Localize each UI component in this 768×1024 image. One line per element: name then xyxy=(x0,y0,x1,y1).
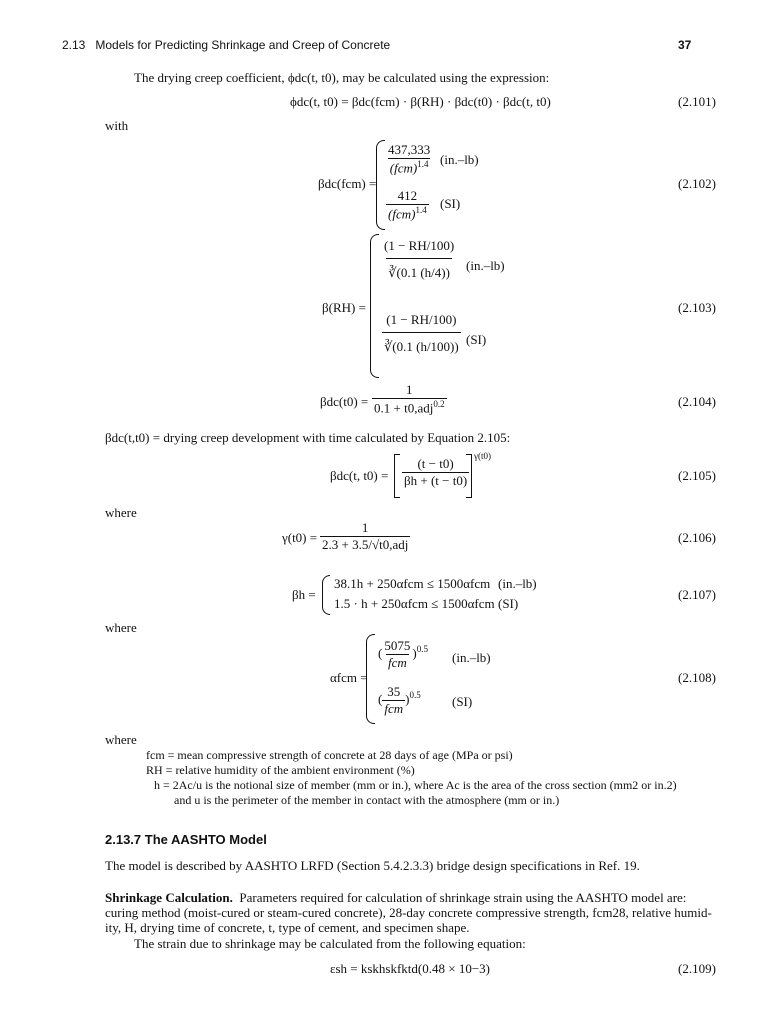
unit-label: (in.–lb) xyxy=(440,152,479,167)
equation-2-102-case1 xyxy=(386,142,432,176)
equation-number-2-104: (2.104) xyxy=(678,394,716,409)
exponent: 1.4 xyxy=(417,159,429,169)
equation-number-2-105: (2.105) xyxy=(678,468,716,483)
equation-2-101: ϕdc(t, t0) = βdc(fcm) · β(RH) · βdc(t0) · βdc(t, t0) xyxy=(290,94,551,109)
chapter-title: Models for Predicting Shrinkage and Creep of Concrete xyxy=(95,38,391,52)
fraction-numerator: 35 xyxy=(387,684,401,699)
running-header xyxy=(62,38,390,52)
equation-2-102-lhs: βdc(fcm) = xyxy=(318,176,377,191)
exponent: 1.4 xyxy=(415,205,427,215)
equation-2-108-lhs: αfcm = xyxy=(330,670,368,685)
paragraph-intro: The model is described by AASHTO LRFD (Section 5.4.2.3.3) bridge design specifications in Ref. 19. xyxy=(105,858,640,873)
fraction-denominator: fcm xyxy=(387,655,407,670)
fraction-denominator: ∛(0.1 (h/100)) xyxy=(382,332,461,355)
exponent: γ(t0) xyxy=(474,451,491,461)
paragraph-text: Parameters required for calculation of shrinkage strain using the AASHTO model are: xyxy=(239,890,687,905)
equation-2-107-case1: 38.1h + 250αfcm ≤ 1500αfcm xyxy=(334,576,491,591)
equation-2-105-lhs: βdc(t, t0) = xyxy=(330,468,389,483)
exponent: 0.2 xyxy=(433,399,445,409)
exponent: 0.5 xyxy=(416,644,428,655)
equation-2-103-lhs: β(RH) = xyxy=(322,300,366,315)
with-text: with xyxy=(105,118,129,133)
paragraph-shrinkage-line-2: curing method (moist-cured or steam-cured concrete), 28-day concrete compressive strength, fcm28, relative humid- xyxy=(105,905,712,920)
definition-line: βdc(t,t0) = drying creep development with time calculated by Equation 2.105: xyxy=(105,430,511,445)
equation-number-2-102: (2.102) xyxy=(678,176,716,191)
fraction-numerator: 437,333 xyxy=(388,142,431,157)
intro-text: The drying creep coefficient, ϕdc(t, t0), may be calculated using the expression: xyxy=(134,70,550,85)
left-brace xyxy=(370,234,379,378)
fraction-denominator: 0.1 + t0,adj xyxy=(374,400,434,416)
fraction-denominator: (fcm) xyxy=(388,206,416,222)
equation-number-2-101: (2.101) xyxy=(678,94,716,109)
fraction-numerator: (t − t0) xyxy=(417,456,454,471)
equation-number-2-107: (2.107) xyxy=(678,587,716,602)
unit-label: (in.–lb) xyxy=(466,258,505,273)
fraction-numerator: 1 xyxy=(406,382,413,397)
section-heading: 2.13.7 The AASHTO Model xyxy=(105,832,267,847)
equation-2-106-fraction xyxy=(320,520,410,553)
exponent: 0.5 xyxy=(409,690,421,701)
fraction-numerator: 1 xyxy=(361,520,369,535)
paragraph-shrinkage-line-1 xyxy=(105,890,686,906)
fraction-numerator: (1 − RH/100) xyxy=(386,312,457,327)
equation-2-109: εsh = kskhskfktd(0.48 × 10−3) xyxy=(330,961,490,976)
fraction-numerator: 5075 xyxy=(384,638,411,653)
left-brace xyxy=(322,575,330,615)
where-text: where xyxy=(105,505,137,520)
fraction-denominator: 2.3 + 3.5/√t0,adj xyxy=(322,537,409,552)
equation-2-104-fraction xyxy=(372,382,447,416)
equation-2-103-case1 xyxy=(382,238,456,281)
left-bracket xyxy=(394,454,400,498)
definition-fcm: fcm = mean compressive strength of concrete at 28 days of age (MPa or psi) xyxy=(146,748,513,762)
unit-label: (in.–lb) xyxy=(498,576,537,591)
unit-label: (SI) xyxy=(452,694,473,709)
section-number: 2.13 xyxy=(62,38,86,52)
equation-2-103-case2 xyxy=(382,312,461,355)
where-text: where xyxy=(105,732,137,747)
paragraph-strain: The strain due to shrinkage may be calculated from the following equation: xyxy=(134,936,526,951)
unit-label: (SI) xyxy=(466,332,487,347)
definition-u: and u is the perimeter of the member in contact with the atmosphere (mm or in.) xyxy=(174,793,560,807)
fraction-numerator: (1 − RH/100) xyxy=(384,238,455,253)
equation-2-107-case2: 1.5 · h + 250αfcm ≤ 1500αfcm xyxy=(334,596,495,611)
paragraph-shrinkage-line-3: ity, H, drying time of concrete, t, type of cement, and specimen shape. xyxy=(105,920,470,935)
unit-label: (in.–lb) xyxy=(452,650,491,665)
equation-number-2-106: (2.106) xyxy=(678,530,716,545)
definition-h: h = 2Ac/u is the notional size of member (mm or in.), where Ac is the area of the cross section (mm2 or in.2) xyxy=(154,778,677,792)
paragraph-lead: Shrinkage Calculation. xyxy=(105,890,233,905)
equation-2-106-lhs: γ(t0) = xyxy=(282,530,318,545)
definition-rh: RH = relative humidity of the ambient environment (%) xyxy=(146,763,415,777)
where-text: where xyxy=(105,620,137,635)
fraction-denominator: ∛(0.1 (h/4)) xyxy=(386,258,452,281)
fraction-denominator: fcm xyxy=(384,701,404,716)
equation-number-2-109: (2.109) xyxy=(678,961,716,976)
equation-2-107-lhs: βh = xyxy=(292,587,316,602)
equation-2-105-fraction xyxy=(402,456,469,489)
equation-2-102-case2 xyxy=(386,188,429,222)
equation-number-2-108: (2.108) xyxy=(678,670,716,685)
fraction-denominator: βh + (t − t0) xyxy=(404,473,468,488)
equation-2-108-case2: ( $\frac{35}{\text{fcm}}$ )$^{0.5}$ xyxy=(378,684,421,716)
page-number: 37 xyxy=(678,38,692,52)
left-brace xyxy=(366,634,375,724)
equation-number-2-103: (2.103) xyxy=(678,300,716,315)
unit-label: (SI) xyxy=(440,196,461,211)
equation-2-108-case1: ( $\frac{5075}{\text{fcm}}$ )$^{0.5}$ xyxy=(378,638,428,670)
unit-label: (SI) xyxy=(498,596,519,611)
left-brace xyxy=(376,140,385,230)
equation-2-104-lhs: βdc(t0) = xyxy=(320,394,369,409)
fraction-denominator: (fcm) xyxy=(389,160,418,176)
right-bracket xyxy=(466,454,472,498)
fraction-numerator: 412 xyxy=(397,188,418,203)
